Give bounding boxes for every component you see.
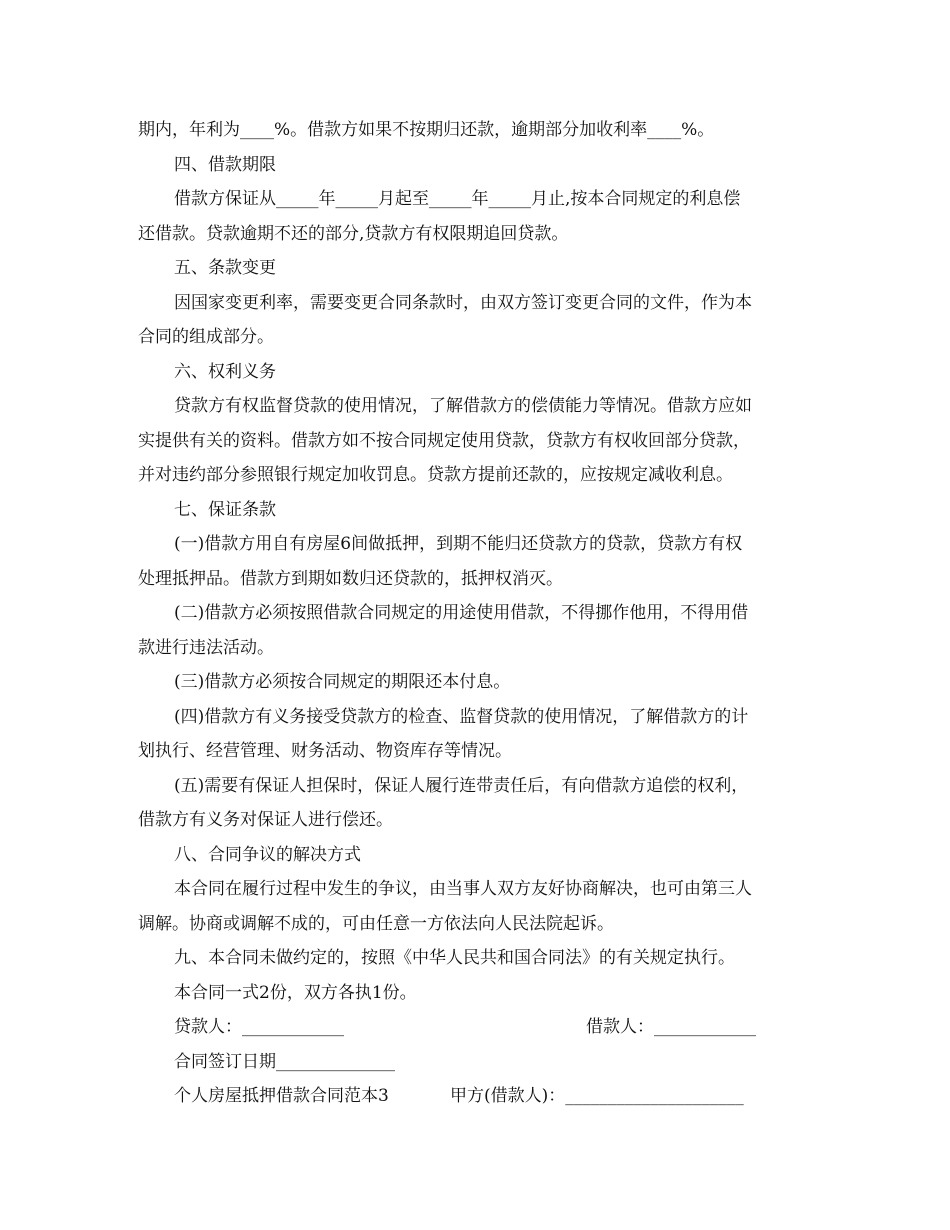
paragraph-line: 实提供有关的资料。借款方如不按合同规定使用贷款，贷款方有权收回部分贷款， bbox=[138, 430, 750, 451]
paragraph-line: 还借款。贷款逾期不还的部分,贷款方有权限期追回贷款。 bbox=[138, 223, 569, 244]
paragraph-line: (二)借款方必须按照借款合同规定的用途使用借款，不得挪作他用，不得用借 bbox=[174, 603, 749, 623]
party-a-field: 甲方(借款人)：_____________________ bbox=[450, 1086, 744, 1106]
paragraph-line: 划执行、经营管理、财务活动、物资库存等情况。 bbox=[138, 741, 512, 761]
paragraph-line: 并对违约部分参照银行规定加收罚息。贷款方提前还款的，应按规定减收利息。 bbox=[138, 465, 733, 485]
paragraph-line: 调解。协商或调解不成的，可由任意一方依法向人民法院起诉。 bbox=[138, 913, 614, 934]
signing-date-field: 合同签订日期______________ bbox=[174, 1051, 395, 1072]
paragraph-line: 因国家变更利率，需要变更合同条款时，由双方签订变更合同的文件，作为本 bbox=[174, 292, 752, 313]
signature-row bbox=[138, 1010, 814, 1045]
paragraph-line: (四)借款方有义务接受贷款方的检查、监督贷款的使用情况，了解借款方的计 bbox=[174, 706, 749, 727]
section-heading-loan-term: 四、借款期限 bbox=[174, 154, 276, 175]
paragraph-line: (一)借款方用自有房屋6间做抵押，到期不能归还贷款方的贷款，贷款方有权 bbox=[174, 534, 743, 554]
contract-body bbox=[138, 113, 814, 1114]
paragraph-line: 本合同在履行过程中发生的争议，由当事人双方友好协商解决，也可由第三人 bbox=[174, 879, 752, 899]
lender-signature-field: 贷款人：____________ bbox=[174, 1017, 344, 1037]
paragraph-line: (五)需要有保证人担保时，保证人履行连带责任后，有向借款方追偿的权利， bbox=[174, 775, 749, 796]
section-heading-clause-change: 五、条款变更 bbox=[174, 258, 276, 278]
section-heading-rights-obligations: 六、权利义务 bbox=[174, 361, 276, 382]
paragraph-line: (三)借款方必须按合同规定的期限还本付息。 bbox=[174, 672, 511, 692]
paragraph-line: 借款方有义务对保证人进行偿还。 bbox=[138, 810, 393, 830]
paragraph-line: 贷款方有权监督贷款的使用情况，了解借款方的偿债能力等情况。借款方应如 bbox=[174, 396, 752, 416]
next-contract-row bbox=[138, 1079, 814, 1114]
paragraph-line: 借款方保证从_____年_____月起至_____年_____月止,按本合同规定的利息偿 bbox=[174, 189, 741, 209]
paragraph-line: 款进行违法活动。 bbox=[138, 637, 274, 658]
interest-rate-line: 期内，年利为____%。借款方如果不按期归还款，逾期部分加收利率____%。 bbox=[138, 120, 715, 140]
next-contract-title: 个人房屋抵押借款合同范本3 bbox=[174, 1086, 389, 1106]
section-heading-dispute: 八、合同争议的解决方式 bbox=[174, 844, 361, 865]
copies-line: 本合同一式2份，双方各执1份。 bbox=[174, 982, 417, 1003]
paragraph-line: 合同的组成部分。 bbox=[138, 327, 274, 347]
section-heading-guarantee: 七、保证条款 bbox=[174, 499, 276, 520]
paragraph-line: 九、本合同未做约定的，按照《中华人民共和国合同法》的有关规定执行。 bbox=[174, 948, 735, 968]
borrower-signature-field: 借款人：____________ bbox=[586, 1017, 756, 1037]
paragraph-line: 处理抵押品。借款方到期如数归还贷款的，抵押权消灭。 bbox=[138, 568, 563, 589]
